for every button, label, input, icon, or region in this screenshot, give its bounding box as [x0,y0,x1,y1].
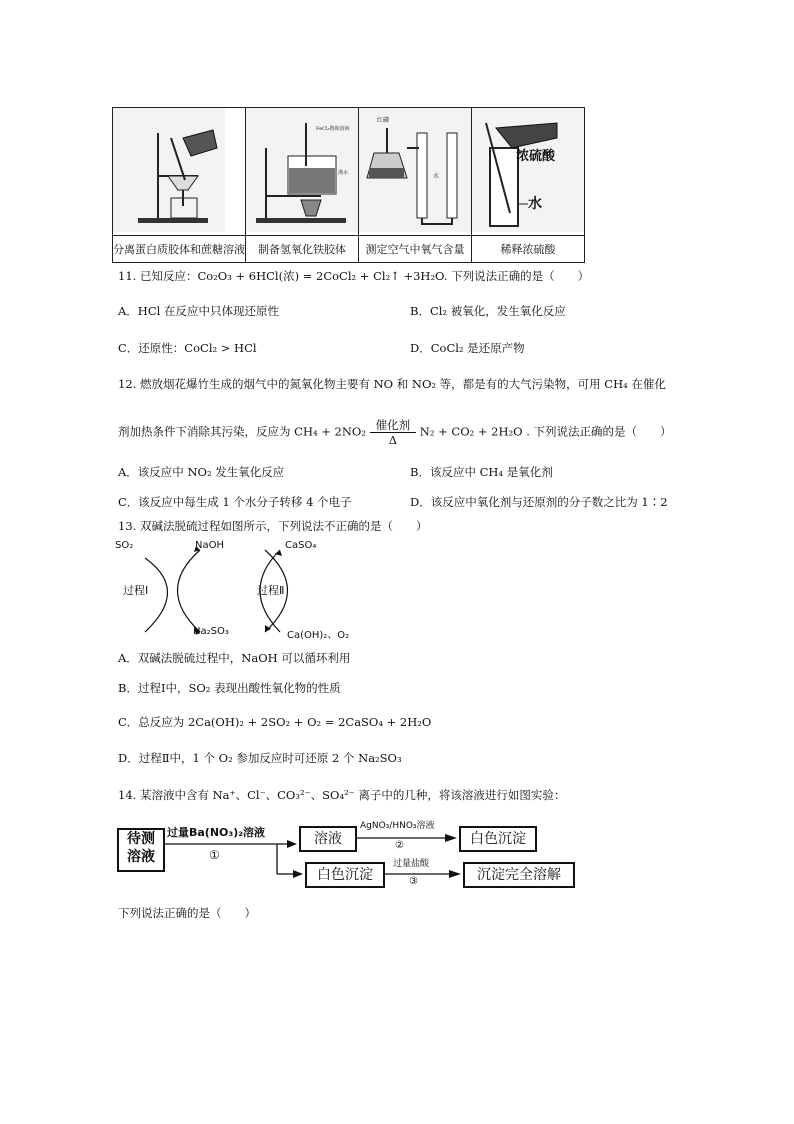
diagram-caoh2: Ca(OH)₂、O₂ [287,630,350,641]
q12-catalyst: 催化剂 [370,418,417,433]
q13-cycle-diagram [115,538,375,643]
diagram-process-1: 过程Ⅰ [123,584,149,597]
flow-step-1: ① [209,848,220,862]
svg-text:浓硫酸: 浓硫酸 [516,149,556,164]
q11-stem-suffix: . 下列说法正确的是（ ） [443,269,590,283]
q12-option-a: A．该反应中 NO₂ 发生氧化反应 [118,465,285,479]
apparatus-filtration-picture [113,108,246,236]
q12-option-b: B．该反应中 CH₄ 是氧化剂 [410,465,553,479]
caption-acid: 稀释浓硫酸 [472,236,585,263]
flow-start-line2: 溶液 [127,849,155,865]
apparatus-dilute-acid-picture [472,108,585,236]
diagram-so2: SO₂ [115,540,134,551]
q13-option-a: A．双碱法脱硫过程中，NaOH 可以循环利用 [118,651,351,665]
q14-tail: 下列说法正确的是（ ） [118,906,256,920]
flow-solution-box: 溶液 [299,826,357,852]
q13-option-b: B．过程Ⅰ中，SO₂ 表现出酸性氧化物的性质 [118,681,341,695]
q13-option-c: C．总反应为 2Ca(OH)₂ + 2SO₂ + O₂ = 2CaSO₄ + 2H₂O [118,715,432,729]
q11-stem [118,268,589,284]
diagram-na2so3: Na₂SO₃ [193,626,229,637]
q11-equation: Co₂O₃ + 6HCl(浓) = 2CoCl₂ + Cl₂↑ +3H₂O [197,269,444,283]
svg-text:红磷: 红磷 [377,117,390,124]
q12-line2 [118,418,672,447]
q11-option-d: D．CoCl₂ 是还原产物 [410,341,525,355]
q11-option-a: A．HCl 在反应中只体现还原性 [118,304,279,318]
flow-reagent-2: AgNO₃/HNO₃溶液 [360,821,435,831]
caption-colloid: 制备氢氧化铁胶体 [246,236,359,263]
diagram-process-2: 过程Ⅱ [257,584,285,597]
svg-text:FeCl₃饱和溶液: FeCl₃饱和溶液 [316,126,350,132]
q11-stem-prefix: 11. 已知反应： [118,269,198,283]
q14-stem: 14. 某溶液中含有 Na⁺、Cl⁻、CO₃²⁻、SO₄²⁻ 离子中的几种，将该溶液进行如图实验： [118,788,566,802]
flow-start-line1: 待测 [127,831,155,847]
flow-start-box [117,828,165,872]
svg-text:水: 水 [433,173,440,180]
flow-reagent-3: 过量盐酸 [393,859,430,869]
q12-line2-prefix: 剂加热条件下消除其污染，反应为 CH₄ + 2NO₂ [118,424,366,439]
q12-heat: Δ [388,433,398,447]
flow-step-3: ③ [409,876,418,887]
q14-flowchart [115,818,595,893]
q12-option-c: C．该反应中每生成 1 个水分子转移 4 个电子 [118,495,352,509]
q12-line2-suffix: N₂ + CO₂ + 2H₂O . 下列说法正确的是（ ） [419,424,672,439]
q11-option-b: B．Cl₂ 被氧化，发生氧化反应 [410,304,566,318]
diagram-caso4: CaSO₄ [285,540,317,551]
apparatus-fe-oh3-colloid-picture [246,108,359,236]
apparatus-oxygen-measure-picture [359,108,472,236]
q12-line1: 12. 燃放烟花爆竹生成的烟气中的氮氧化物主要有 NO 和 NO₂ 等，都是有的大气污染物，可用 CH₄ 在催化 [118,377,666,391]
flow-step-2: ② [395,840,404,851]
caption-oxygen: 测定空气中氧气含量 [359,236,472,263]
q13-stem: 13. 双碱法脱硫过程如图所示，下列说法不正确的是（ ） [118,519,428,533]
q13-option-d: D．过程Ⅱ中，1 个 O₂ 参加反应时可还原 2 个 Na₂SO₃ [118,751,402,765]
q12-option-d: D．该反应中氧化剂与还原剂的分子数之比为 1∶2 [410,495,668,509]
svg-text:水: 水 [528,196,542,212]
flow-white-precipitate-1: 白色沉淀 [459,826,537,852]
experiment-table [112,107,585,263]
flow-reagent-1: 过量Ba(NO₃)₂溶液 [167,826,266,839]
diagram-naoh: NaOH [195,540,224,551]
svg-text:沸水: 沸水 [338,170,349,176]
flow-result-box: 沉淀完全溶解 [463,862,575,888]
q11-option-c: C．还原性：CoCl₂ > HCl [118,341,257,355]
q12-reaction-condition [370,418,417,447]
flow-white-precipitate-2: 白色沉淀 [305,862,385,888]
caption-filtration: 分离蛋白质胶体和蔗糖溶液 [113,236,246,263]
